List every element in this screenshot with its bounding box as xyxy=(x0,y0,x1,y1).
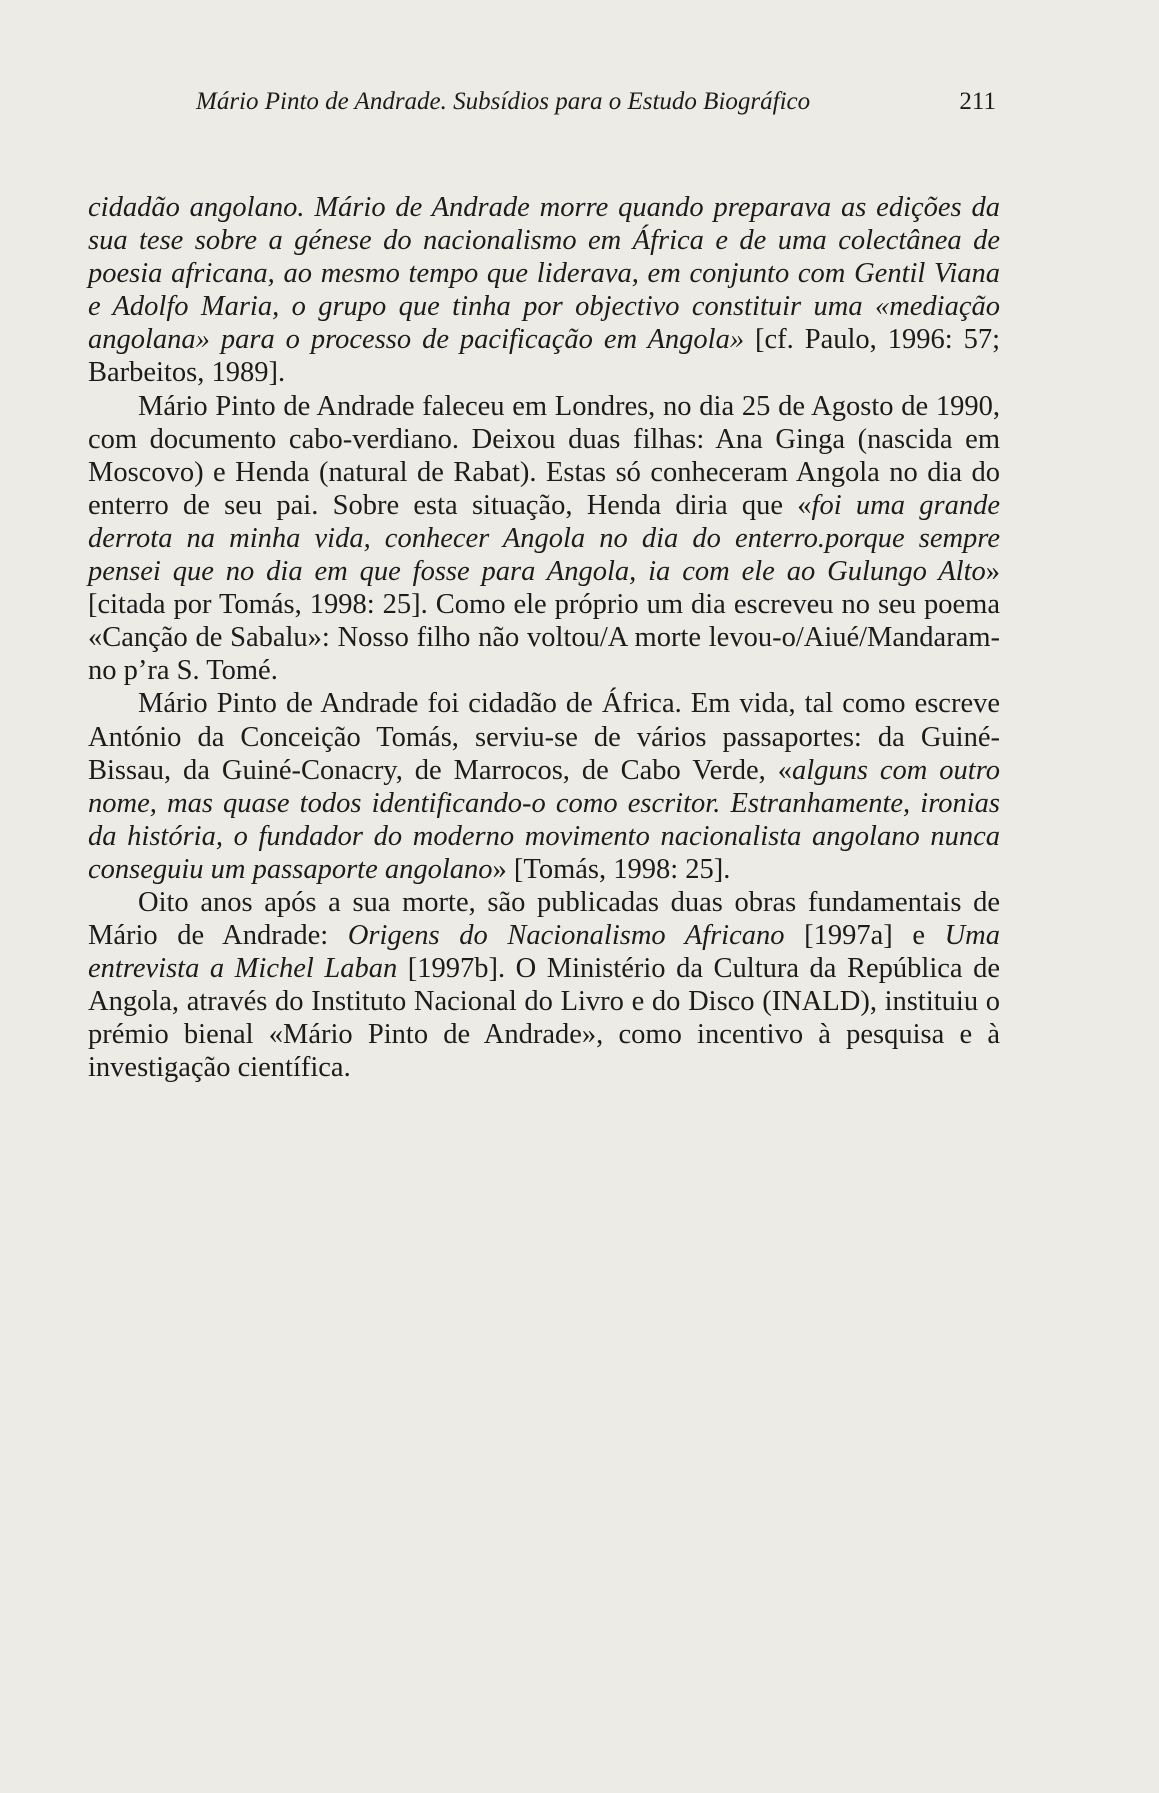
text-segment: alguns com outro nome, mas quase todos identificando-o como escritor. Estranhamente, ironias da história, o fundador do moderno movimento nacionalista angolano nunca conseguiu um passaporte angolano xyxy=(88,754,1000,885)
page-header xyxy=(196,88,996,128)
body-text xyxy=(88,191,1000,1085)
paragraph xyxy=(88,886,1000,1085)
running-title: Mário Pinto de Andrade. Subsídios para o Estudo Biográfico xyxy=(196,88,811,115)
text-segment: foi uma grande derrota na minha vida, conhecer Angola no dia do enterro.porque sempre pensei que no dia em que fosse para Angola, ia com ele ao Gulungo Alto xyxy=(88,489,1000,588)
paragraph xyxy=(88,191,1000,390)
paragraph xyxy=(88,390,1000,688)
page-number: 211 xyxy=(959,88,996,115)
text-segment: Mário Pinto de Andrade foi cidadão de África. Em vida, tal como escreve António da Conceição Tomás, serviu-se de vários passaportes: da Guiné-Bissau, da Guiné-Conacry, de Marrocos, de Cabo Verde, « xyxy=(88,688,1000,786)
text-segment: [cf. Paulo, 1996: 57; Barbeitos, 1989]. xyxy=(88,324,1001,389)
text-segment: Origens do Nacionalismo Africano xyxy=(347,920,785,952)
text-segment: cidadão angolano. Mário de Andrade morre quando preparava as edições da sua tese sobre a génese do nacionalismo em África e de uma colectânea de poesia africana, ao mesmo tempo que liderava, em conjunto com Gentil Viana e Adolfo Maria, o grupo que tinha por objectivo constituir uma «mediação angolana» para o processo de pacificação em Angola» xyxy=(88,192,1000,356)
text-segment: » [citada por Tomás, 1998: 25]. Como ele próprio um dia escreveu no seu poema «Canção de Sabalu»: Nosso filho não voltou/A morte levou-o/Aiué/Mandaram-no p’ra S. Tomé. xyxy=(88,556,1000,687)
text-segment: » [Tomás, 1998: 25]. xyxy=(492,853,731,885)
text-segment: [1997a] e xyxy=(784,920,945,952)
text-segment: [1997b]. O Ministério da Cultura da República de Angola, através do Instituto Nacional do Livro e do Disco (INALD), instituiu o prémio bienal «Mário Pinto de Andrade», como incentivo à pesquisa e à investigação científica. xyxy=(88,953,1000,1084)
text-segment: Oito anos após a sua morte, são publicadas duas obras fundamentais de Mário de Andrade: xyxy=(88,886,1000,952)
text-segment: Uma entrevista a Michel Laban xyxy=(88,920,1000,985)
paragraph xyxy=(88,687,1000,886)
text-segment: Mário Pinto de Andrade faleceu em Londres, no dia 25 de Agosto de 1990, com documento cabo-verdiano. Deixou duas filhas: Ana Ginga (nascida em Moscovo) e Henda (natural de Rabat). Estas só conheceram Angola no dia do enterro de seu pai. Sobre esta situação, Henda diria que « xyxy=(88,390,1000,521)
